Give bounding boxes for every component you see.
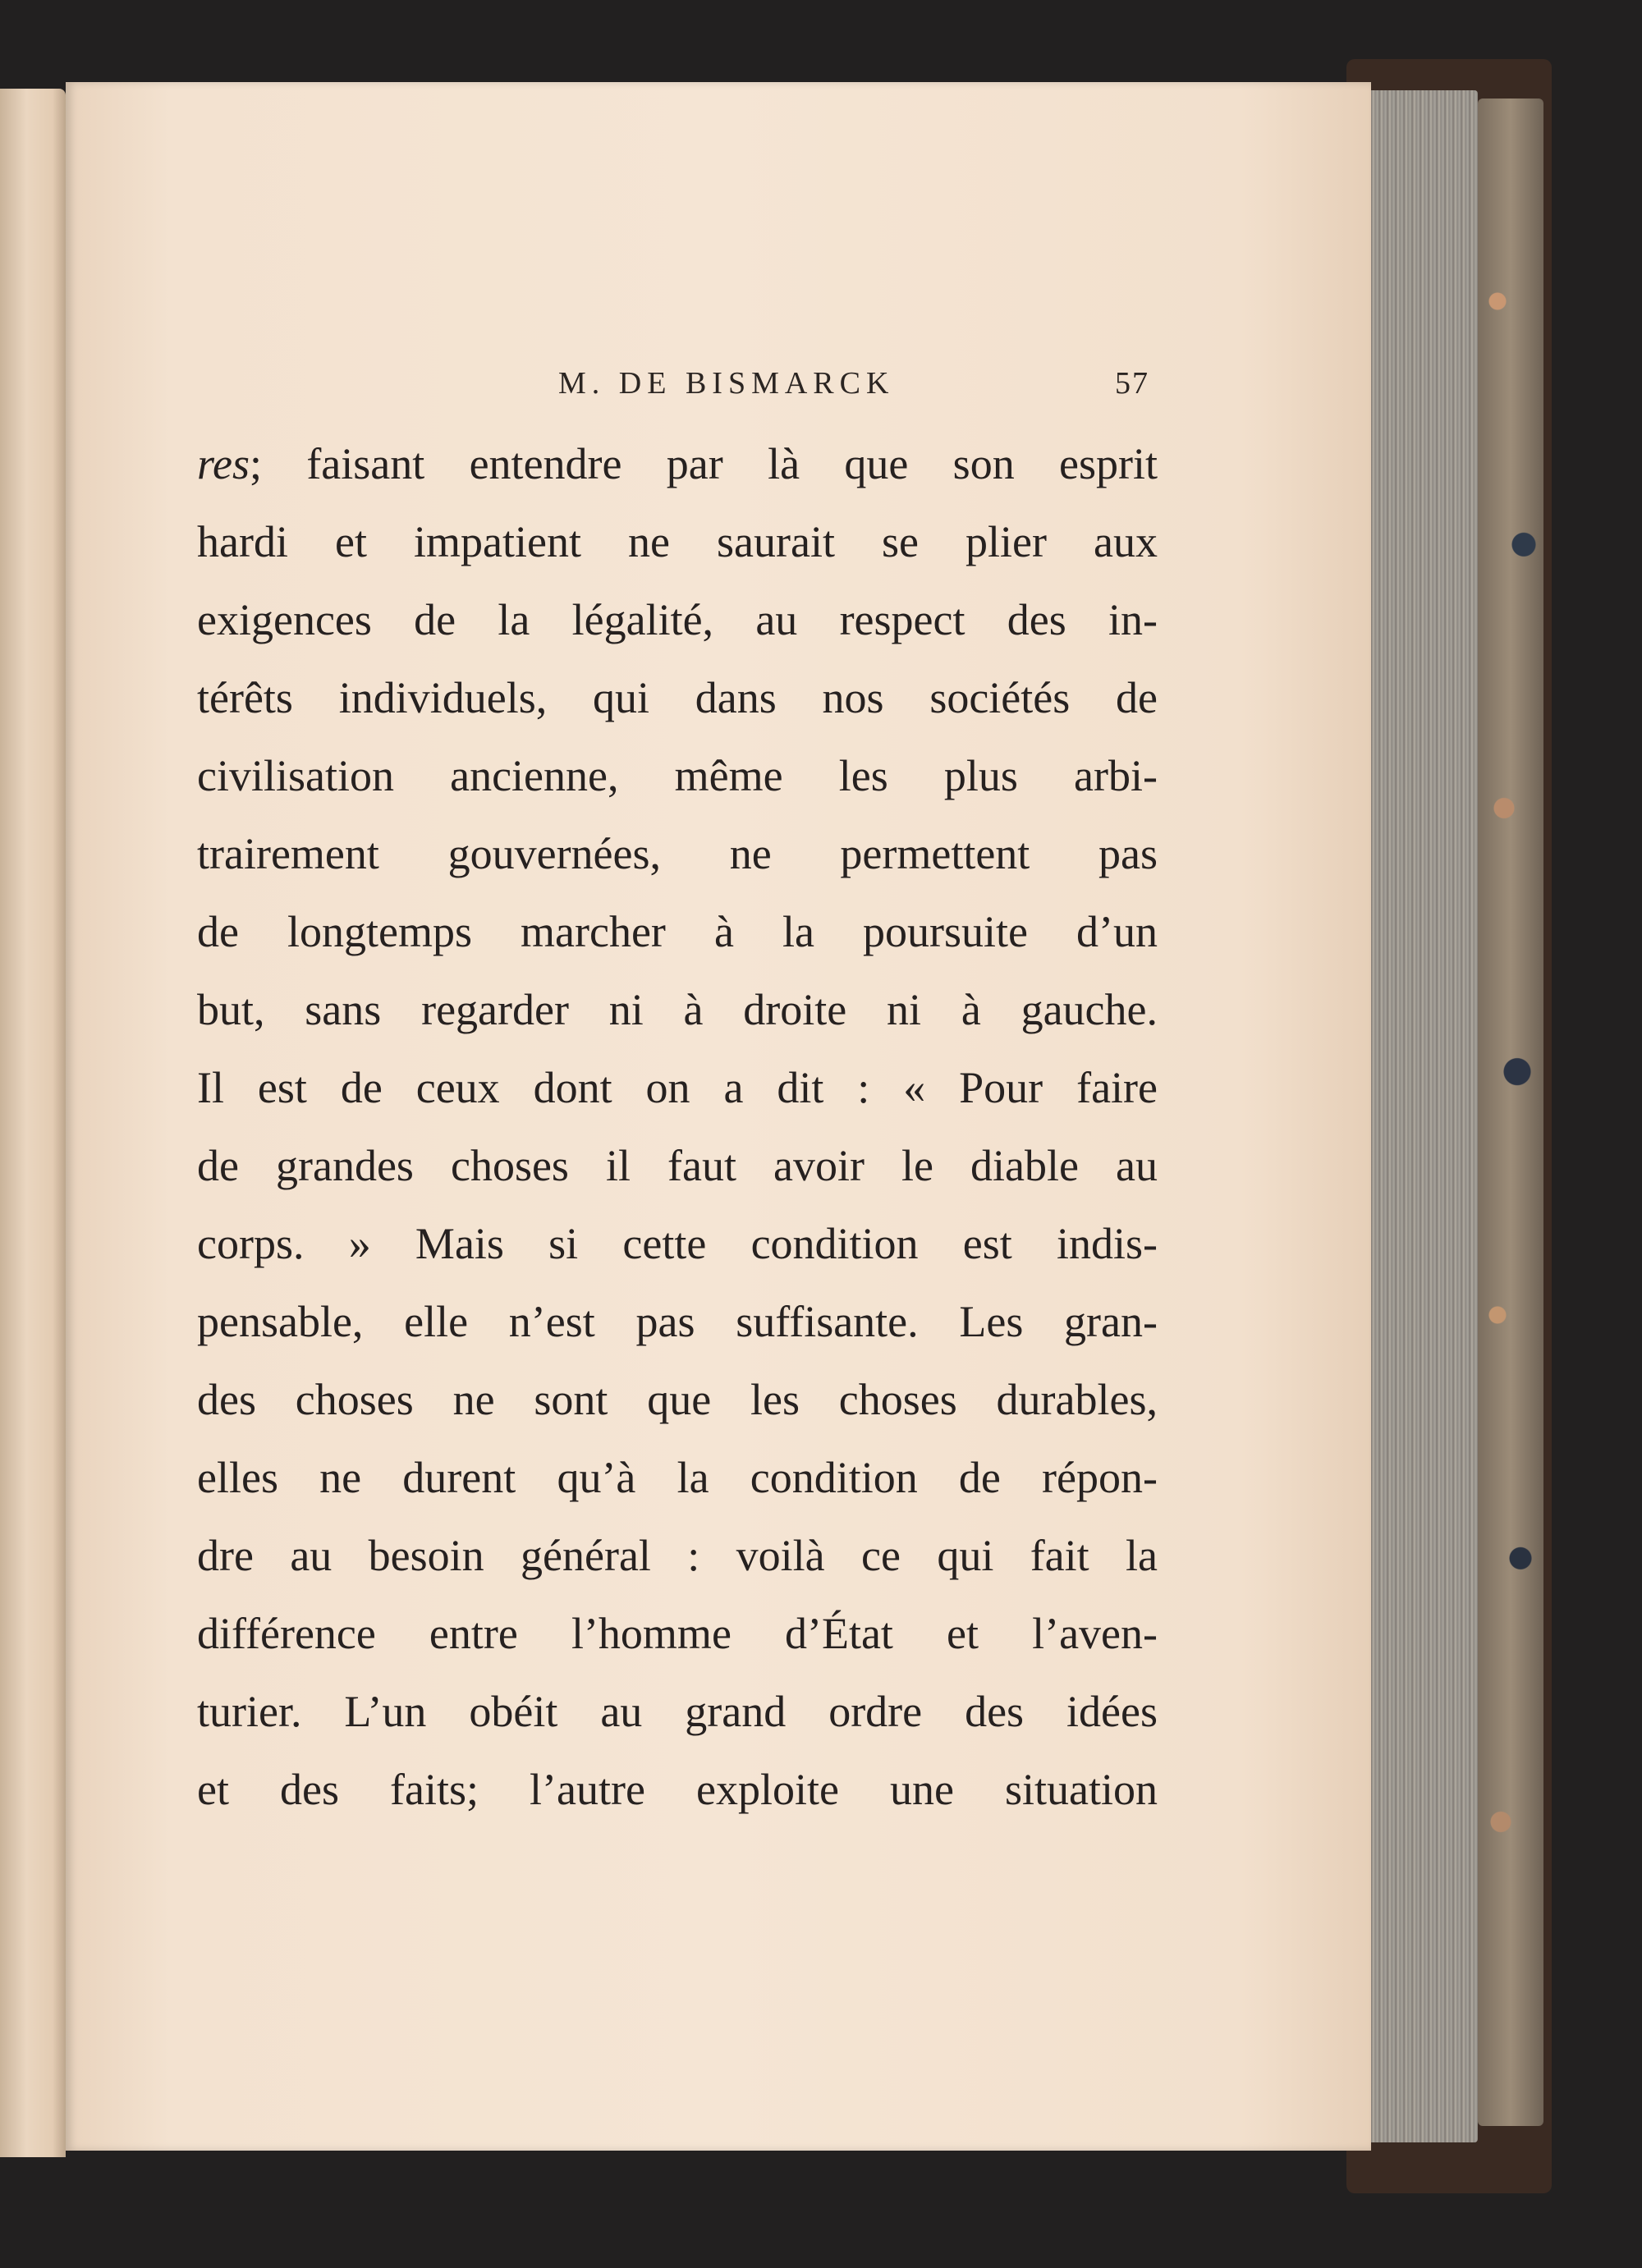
text-line (197, 1517, 1158, 1595)
text-line (197, 1049, 1158, 1127)
text-line (197, 1595, 1158, 1673)
marbled-page-edge (1478, 99, 1543, 2126)
italic-word: res (197, 439, 250, 488)
text-line (197, 425, 1158, 503)
left-page-edge (0, 89, 66, 2157)
running-title: M. DE BISMARCK (558, 366, 895, 401)
line-text: de longtemps marcher à la poursuite d’un (197, 907, 1158, 956)
text-line (197, 971, 1158, 1049)
body-text (197, 425, 1158, 1829)
text-line (197, 503, 1158, 581)
line-text: corps. » Mais si cette condition est indis- (197, 1219, 1158, 1268)
line-text: hardi et impatient ne saurait se plier aux (197, 517, 1158, 566)
line-text: de grandes choses il faut avoir le diable au (197, 1141, 1158, 1190)
line-text: but, sans regarder ni à droite ni à gauche. (197, 985, 1158, 1034)
text-line (197, 659, 1158, 737)
text-line (197, 1361, 1158, 1439)
book-page (66, 82, 1371, 2151)
line-text: térêts individuels, qui dans nos sociétés de (197, 673, 1158, 722)
text-line (197, 1205, 1158, 1283)
line-text: des choses ne sont que les choses durables, (197, 1375, 1158, 1424)
text-line (197, 581, 1158, 659)
text-line (197, 1751, 1158, 1829)
line-text: pensable, elle n’est pas suffisante. Les gran- (197, 1297, 1158, 1346)
line-text: trairement gouvernées, ne permettent pas (197, 829, 1158, 878)
line-text: différence entre l’homme d’État et l’aven- (197, 1609, 1158, 1658)
line-text: Il est de ceux dont on a dit : « Pour faire (197, 1063, 1158, 1112)
running-head (197, 365, 1149, 415)
text-line (197, 1439, 1158, 1517)
text-line (197, 1673, 1158, 1751)
line-text: ; faisant entendre par là que son esprit (250, 439, 1158, 488)
text-line (197, 1283, 1158, 1361)
text-line (197, 1127, 1158, 1205)
text-line (197, 737, 1158, 815)
line-text: exigences de la légalité, au respect des in- (197, 595, 1158, 644)
page-number: 57 (1115, 366, 1149, 401)
line-text: civilisation ancienne, même les plus arbi- (197, 751, 1158, 800)
text-line (197, 893, 1158, 971)
line-text: turier. L’un obéit au grand ordre des idées (197, 1687, 1158, 1736)
line-text: et des faits; l’autre exploite une situation (197, 1765, 1158, 1814)
line-text: elles ne durent qu’à la condition de répon- (197, 1453, 1158, 1502)
text-line (197, 815, 1158, 893)
line-text: dre au besoin général : voilà ce qui fait la (197, 1531, 1158, 1580)
page-edges (1367, 90, 1478, 2142)
